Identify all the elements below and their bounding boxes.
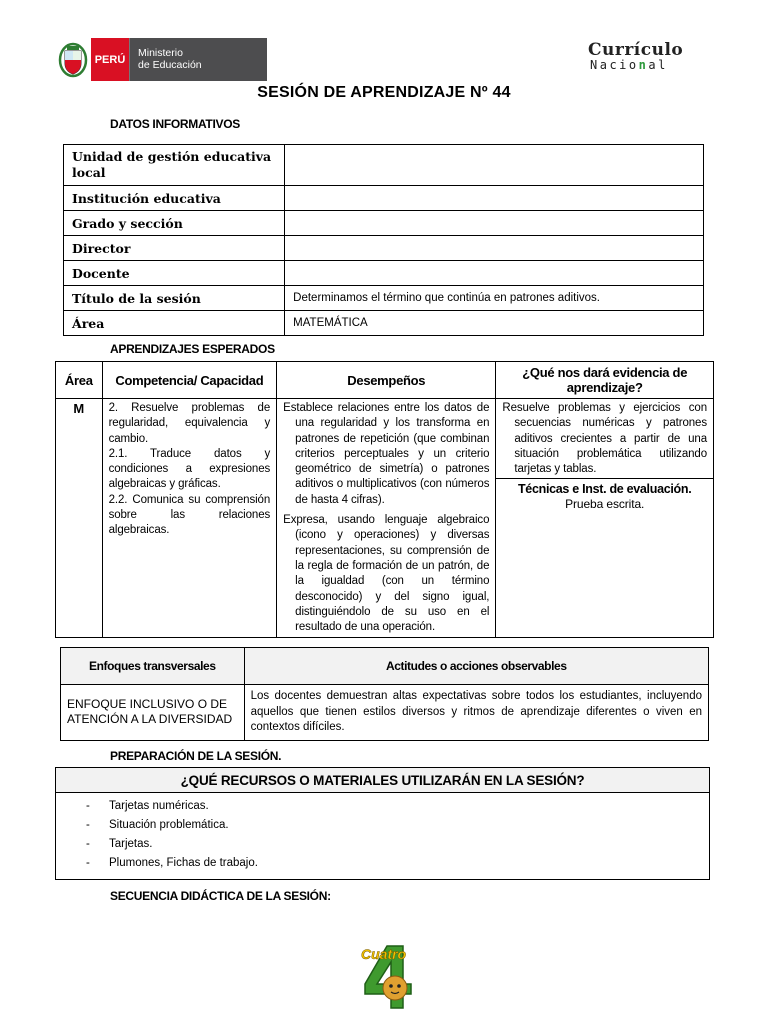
datos-value [285,145,704,186]
table-row [61,685,709,741]
evidencia-text: Resuelve problemas y ejercicios con secuencias numéricas y patrones aditivos crecientes a partir de una situación problemática utilizando tarjetas y tablas. [496,399,713,479]
datos-heading: DATOS INFORMATIVOS [110,117,240,131]
enfoque-cell: ENFOQUE INCLUSIVO O DE ATENCIÓN A LA DIVERSIDAD [61,685,245,741]
datos-label: Docente [64,261,285,286]
recursos-list-cell [56,793,710,880]
capacidad-1-text: 2.1. Traduce datos y condiciones a expresiones algebraicas y gráficas. [108,447,271,491]
table-row [64,236,704,261]
list-item: - Situación problemática. [56,816,709,835]
competencia-text: 2. Resuelve problemas de regularidad, equivalencia y cambio. [108,402,271,445]
recursos-table [55,767,710,880]
datos-value [285,261,704,286]
table-row [64,186,704,211]
desempenos-cell [277,399,496,638]
peru-label: PERÚ [91,38,129,81]
competencia-cell [102,399,277,638]
peru-ministry-logo [55,38,267,81]
datos-value [285,186,704,211]
desempeno-1-text: Establece relaciones entre los datos de una regularidad y los transforma en patrones de repetición (que combinan criterios perceptuales y un criterio geométrico de simetría) o patrones aditivos o multiplicativos (con números de hasta 4 cifras). [283,402,490,506]
col-enfoques: Enfoques transversales [61,648,245,685]
table-header-row [56,362,714,399]
col-actitudes: Actitudes o acciones observables [244,648,708,685]
datos-label: Título de la sesión [64,286,285,311]
table-header-row [56,768,710,793]
preparacion-heading: PREPARACIÓN DE LA SESIÓN. [110,749,282,763]
datos-table [63,144,704,336]
tecnicas-value: Prueba escrita. [565,497,645,512]
datos-value: MATEMÁTICA [285,311,704,336]
datos-value [285,211,704,236]
capacidad-2-text: 2.2. Comunica su comprensión sobre las relaciones algebraicas. [108,493,271,537]
area-cell: M [56,399,103,638]
cuatro-logo-number [357,944,358,945]
col-desempenos: Desempeños [277,362,496,399]
table-row [64,286,704,311]
list-item: - Tarjetas. [56,835,709,854]
coat-of-arms-icon [55,38,91,81]
desempeno-2-text: Expresa, usando lenguaje algebraico (icono y operaciones) y diversas representaciones, su comprensión de la regla de formación de un patrón, de la igualdad (con un término desconocido) y del signo igual, distinguiéndolo de su uso en el resultado de una operación. [283,514,490,634]
datos-label: Institución educativa [64,186,285,211]
recursos-heading: ¿QUÉ RECURSOS O MATERIALES UTILIZARÁN EN LA SESIÓN? [56,768,710,793]
table-row [64,211,704,236]
cuatro-logo-text: Cuatro [361,946,407,962]
datos-label: Grado y sección [64,211,285,236]
curriculo-nacional-logo: Currículo Nacional [588,40,684,72]
enfoques-table [60,647,709,741]
page-title: SESIÓN DE APRENDIZAJE Nº 44 [257,84,511,101]
ministry-label: Ministerio de Educación [129,38,267,81]
list-item: - Tarjetas numéricas. [56,797,709,816]
aprendizajes-heading: APRENDIZAJES ESPERADOS [110,342,275,356]
list-item: - Plumones, Fichas de trabajo. [56,854,709,873]
col-area: Área [56,362,103,399]
table-row [56,399,714,638]
aprendizajes-table [55,361,714,638]
tecnicas-heading: Técnicas e Inst. de evaluación. [517,482,692,496]
datos-label: Área [64,311,285,336]
recursos-list [56,797,709,873]
datos-label: Unidad de gestión educativa local [64,145,285,186]
datos-label: Director [64,236,285,261]
cuatro-logo [357,944,423,1012]
col-evidencia: ¿Qué nos dará evidencia de aprendizaje? [496,362,714,399]
col-competencia: Competencia/ Capacidad [102,362,277,399]
table-row [64,145,704,186]
datos-value [285,236,704,261]
table-row [64,261,704,286]
actitud-cell: Los docentes demuestran altas expectativas sobre todos los estudiantes, incluyendo aquellos que tienen estilos diversos y ritmos de aprendizaje diferentes o viven en contextos difíciles. [244,685,708,741]
table-row [56,793,710,880]
table-row [64,311,704,336]
datos-value: Determinamos el término que continúa en patrones aditivos. [285,286,704,311]
secuencia-heading: SECUENCIA DIDÁCTICA DE LA SESIÓN: [110,889,331,903]
table-header-row [61,648,709,685]
evidencia-cell [496,399,714,638]
